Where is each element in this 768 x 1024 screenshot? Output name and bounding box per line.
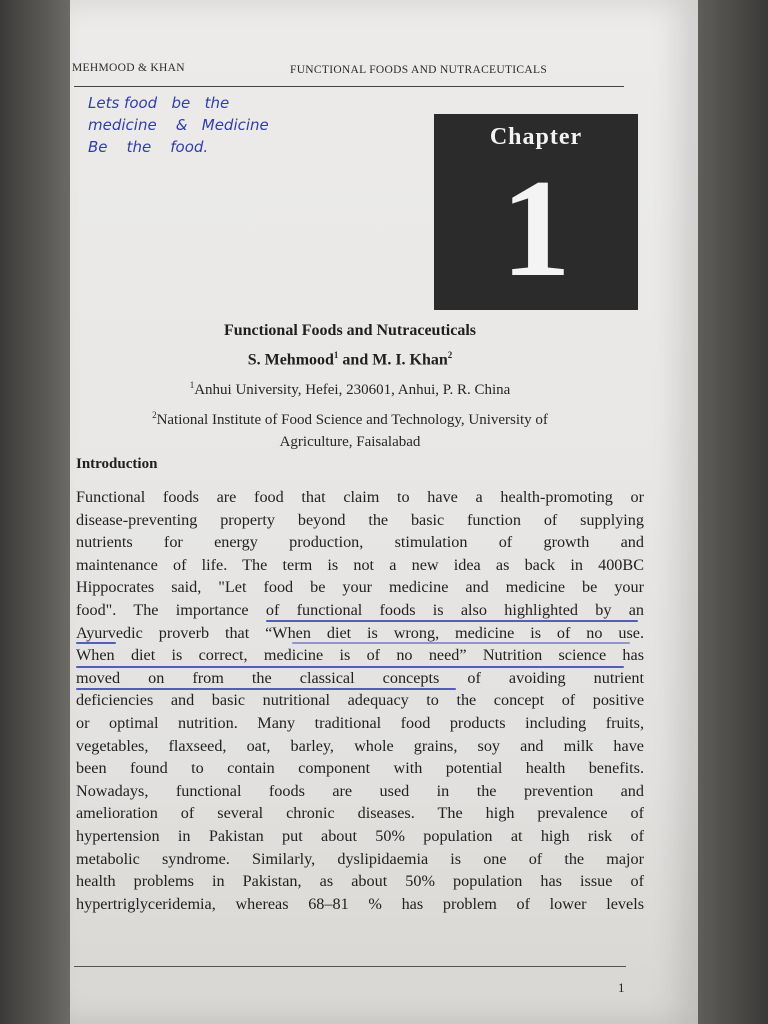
- body-line: Hippocrates said, "Let food be your medicine and medicine be your: [76, 578, 644, 597]
- body-line: or optimal nutrition. Many traditional food products including fruits,: [76, 713, 644, 732]
- handwritten-note: [88, 92, 448, 158]
- body-line: food". The importance of functional foods is also highlighted by an: [76, 600, 644, 619]
- footer-rule: [74, 966, 626, 967]
- handwritten-line-2: medicine & Medicine: [88, 116, 269, 134]
- chapter-box: [434, 114, 638, 310]
- body-paragraph: [76, 486, 644, 915]
- pen-underline-5: [76, 688, 456, 690]
- handwritten-line-1: Lets food be the: [88, 94, 230, 112]
- book-page: [70, 0, 698, 1024]
- body-line: nutrients for energy production, stimulation of growth and: [76, 533, 644, 552]
- body-line: amelioration of several chronic diseases. The high prevalence of: [76, 804, 644, 823]
- authors: [70, 350, 630, 369]
- running-head-title: FUNCTIONAL FOODS AND NUTRACEUTICALS: [290, 64, 548, 76]
- affiliation-1-text: Anhui University, Hefei, 230601, Anhui, P. R. China: [194, 382, 511, 398]
- body-line: metabolic syndrome. Similarly, dyslipidaemia is one of the major: [76, 849, 644, 868]
- body-line: hypertriglyceridemia, whereas 68–81 % has problem of lower levels: [76, 894, 644, 913]
- body-line: moved on from the classical concepts of avoiding nutrient: [76, 668, 644, 687]
- body-line: vegetables, flaxseed, oat, barley, whole grains, soy and milk have: [76, 736, 644, 755]
- author-1-sup: 1: [333, 350, 339, 360]
- running-head-authors: MEHMOOD & KHAN: [72, 62, 185, 74]
- body-line: hypertension in Pakistan put about 50% population at high risk of: [76, 826, 644, 845]
- body-line: health problems in Pakistan, as about 50% population has issue of: [76, 872, 644, 891]
- body-line: Functional foods are food that claim to have a health-promoting or: [76, 488, 644, 506]
- affiliation-2-line-1: National Institute of Food Science and Technology, University of: [156, 412, 548, 428]
- chapter-number: 1: [501, 151, 571, 306]
- body-line: Ayurvedic proverb that “When diet is wrong, medicine is of no use.: [76, 623, 644, 642]
- chapter-label: Chapter: [489, 124, 583, 150]
- pen-underline-3: [292, 642, 630, 644]
- body-line: been found to contain component with potential health benefits.: [76, 759, 644, 778]
- right-background: [698, 0, 768, 1024]
- handwritten-line-3: Be the food.: [88, 138, 209, 156]
- author-2: M. I. Khan: [372, 351, 448, 369]
- section-heading: Introduction: [76, 456, 158, 472]
- author-2-sup: 2: [447, 350, 453, 360]
- affiliation-1-sup: 1: [189, 380, 195, 390]
- body-line: Nowadays, functional foods are used in the prevention and: [76, 781, 644, 800]
- pen-underline-1: [266, 620, 638, 622]
- affiliation-2: [70, 404, 630, 453]
- body-line: maintenance of life. The term is not a new idea as back in 400BC: [76, 555, 644, 574]
- page-number: 1: [618, 980, 625, 995]
- author-1: S. Mehmood: [247, 351, 334, 369]
- affiliation-1: [70, 380, 630, 399]
- left-background: [0, 0, 70, 1024]
- pen-underline-4: [76, 666, 624, 668]
- header-rule: [74, 86, 624, 87]
- affiliation-2-sup: 2: [152, 410, 157, 420]
- body-line: When diet is correct, medicine is of no need” Nutrition science has: [76, 646, 644, 665]
- body-line: deficiencies and basic nutritional adequacy to the concept of positive: [76, 691, 644, 710]
- body-line: disease-preventing property beyond the basic function of supplying: [76, 510, 644, 529]
- author-conj: and: [338, 351, 373, 369]
- affiliation-2-line-2: Agriculture, Faisalabad: [279, 434, 421, 450]
- chapter-title: Functional Foods and Nutraceuticals: [223, 322, 476, 339]
- pen-underline-2: [76, 642, 116, 644]
